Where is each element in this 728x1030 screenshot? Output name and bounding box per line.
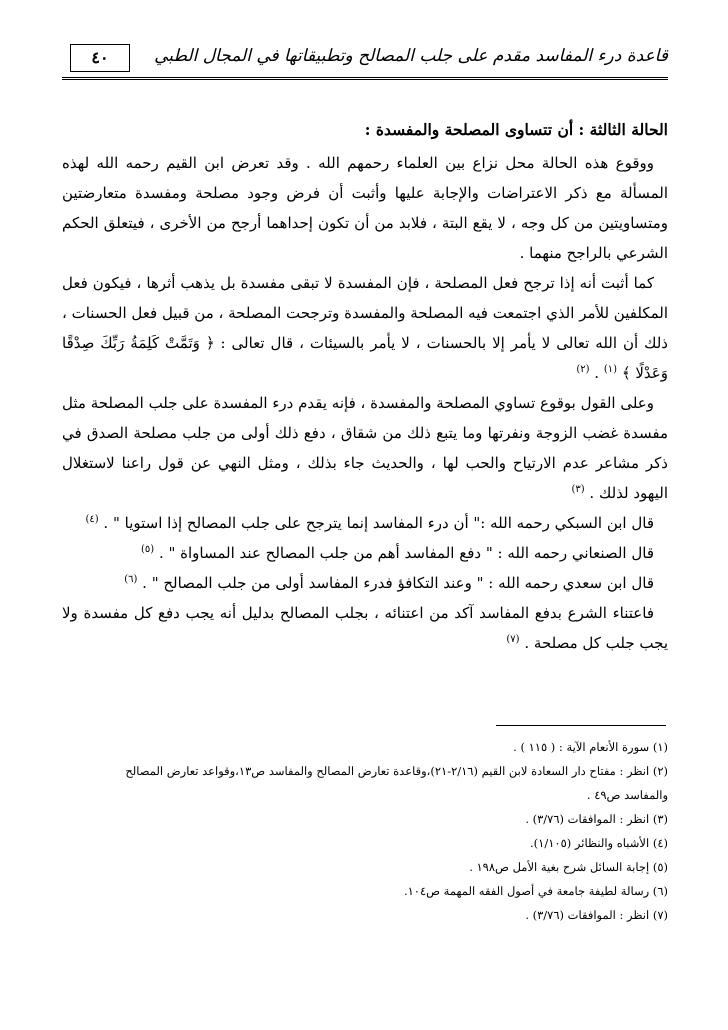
quote-sanani (62, 538, 668, 568)
footnote-2-continued: والمفاسد ص٤٩ . (586, 788, 668, 802)
quote-sobki-text: قال ابن السبكي رحمه الله :" أن درء المفاسد إنما يترجح على جلب المصالح إذا استويا " . (103, 514, 654, 532)
footnote-ref-1[interactable]: (١) (603, 364, 618, 375)
footnote-ref-7[interactable]: (٧) (506, 634, 520, 645)
paragraph-3-text: وعلى القول بوقوع تساوي المصلحة والمفسدة ، فإنه يقدم درء المفسدة على جلب المصلحة مثل مفسدة غضب الزوجة ونفرتها وما يتبع ذلك من شقاق ، دفع ذلك أولى من جلب مصلحة الصدق في ذكر مشاعر عدم الارتياح والحب لها ، والحديث جاء بذلك ، ومثل النهي عن قول راعنا لاستغلال اليهود لذلك . (62, 394, 668, 502)
footnote-ref-3[interactable]: (٣) (571, 484, 585, 495)
quote-sanani-text: قال الصنعاني رحمه الله : " دفع المفاسد أهم من جلب المصالح عند المساواة " . (158, 544, 654, 562)
page-number: ٤٠ (70, 44, 130, 72)
footnote-5: (٥) إجابة السائل شرح بغية الأمل ص١٩٨ . (469, 860, 668, 874)
running-title: قاعدة درء المفاسد مقدم على جلب المصالح وتطبيقاتها في المجال الطبي (154, 46, 668, 66)
footnote-1: (١) سورة الأنعام الآية : ( ١١٥ ) . (513, 740, 668, 754)
footnotes (62, 735, 668, 927)
header-divider (62, 77, 668, 80)
closing-paragraph (62, 598, 668, 658)
section-heading: الحالة الثالثة : أن تتساوى المصلحة والمفسدة : (364, 120, 668, 139)
paragraph-2-text: كما أثبت أنه إذا ترجح فعل المصلحة ، فإن المفسدة لا تبقى مفسدة بل يذهب أثرها ، فيكون فعل المكلفين للأمر الذي اجتمعت فيه المصلحة والمفسدة وترجحت المصلحة ، من قبيل فعل الحسنات ، ذلك أن الله تعالى لا يأمر إلا بالحسنات ، لا يأمر بالسيئات ، قال تعالى : ﴿ وَتَمَّتْ كَلِمَةُ رَبِّكَ صِدْقًا وَعَدْلًا ﴾ (62, 274, 668, 382)
footnote-ref-6[interactable]: (٦) (124, 574, 138, 585)
paragraph-2 (62, 268, 668, 388)
footnote-3: (٣) انظر : الموافقات (٣/٧٦) . (525, 812, 668, 826)
footnote-ref-2[interactable]: (٢) (576, 364, 590, 375)
closing-text: فاعتناء الشرع بدفع المفاسد آكد من اعتنائه ، بجلب المصالح بدليل أنه يجب دفع كل مفسدة ولا يجب جلب كل مصلحة . (62, 604, 668, 652)
quote-saadi-text: قال ابن سعدي رحمه الله : " وعند التكافؤ فدرء المفاسد أولى من جلب المصالح " . (142, 574, 654, 592)
paragraph-2-tail: . (594, 364, 600, 382)
footnote-2: (٢) انظر : مفتاح دار السعادة لابن القيم (٢/١٦-٢١)،وقاعدة تعارض المصالح والمفاسد ص١٣،وقواعد تعارض المصالح (125, 764, 668, 778)
footnote-ref-4[interactable]: (٤) (85, 514, 99, 525)
main-text (62, 118, 668, 658)
footnote-6: (٦) رسالة لطيفة جامعة في أصول الفقه المهمة ص١٠٤. (403, 884, 668, 898)
footnote-4: (٤) الأشباه والنظائر (١/١٠٥). (530, 836, 668, 850)
quote-sobki (62, 508, 668, 538)
footnote-ref-5[interactable]: (٥) (140, 544, 155, 555)
footnote-7: (٧) انظر : الموافقات (٣/٧٦) . (525, 908, 668, 922)
page-header (62, 42, 668, 82)
paragraph-3 (62, 388, 668, 508)
paragraph-1: ووقوع هذه الحالة محل نزاع بين العلماء رحمهم الله . وقد تعرض ابن القيم رحمه الله لهذه المسألة مع ذكر الاعتراضات والإجابة عليها وأثبت أن فرض وجود مصلحة ومفسدة متعارضتين ومتساويتين من كل وجه ، لا يقع البتة ، فلابد من أن تكون إحداهما أرجح من الأخرى ، فيتعلق الحكم الشرعي بالراجح منهما . (62, 154, 668, 262)
footnote-divider (496, 725, 666, 726)
quote-saadi (62, 568, 668, 598)
